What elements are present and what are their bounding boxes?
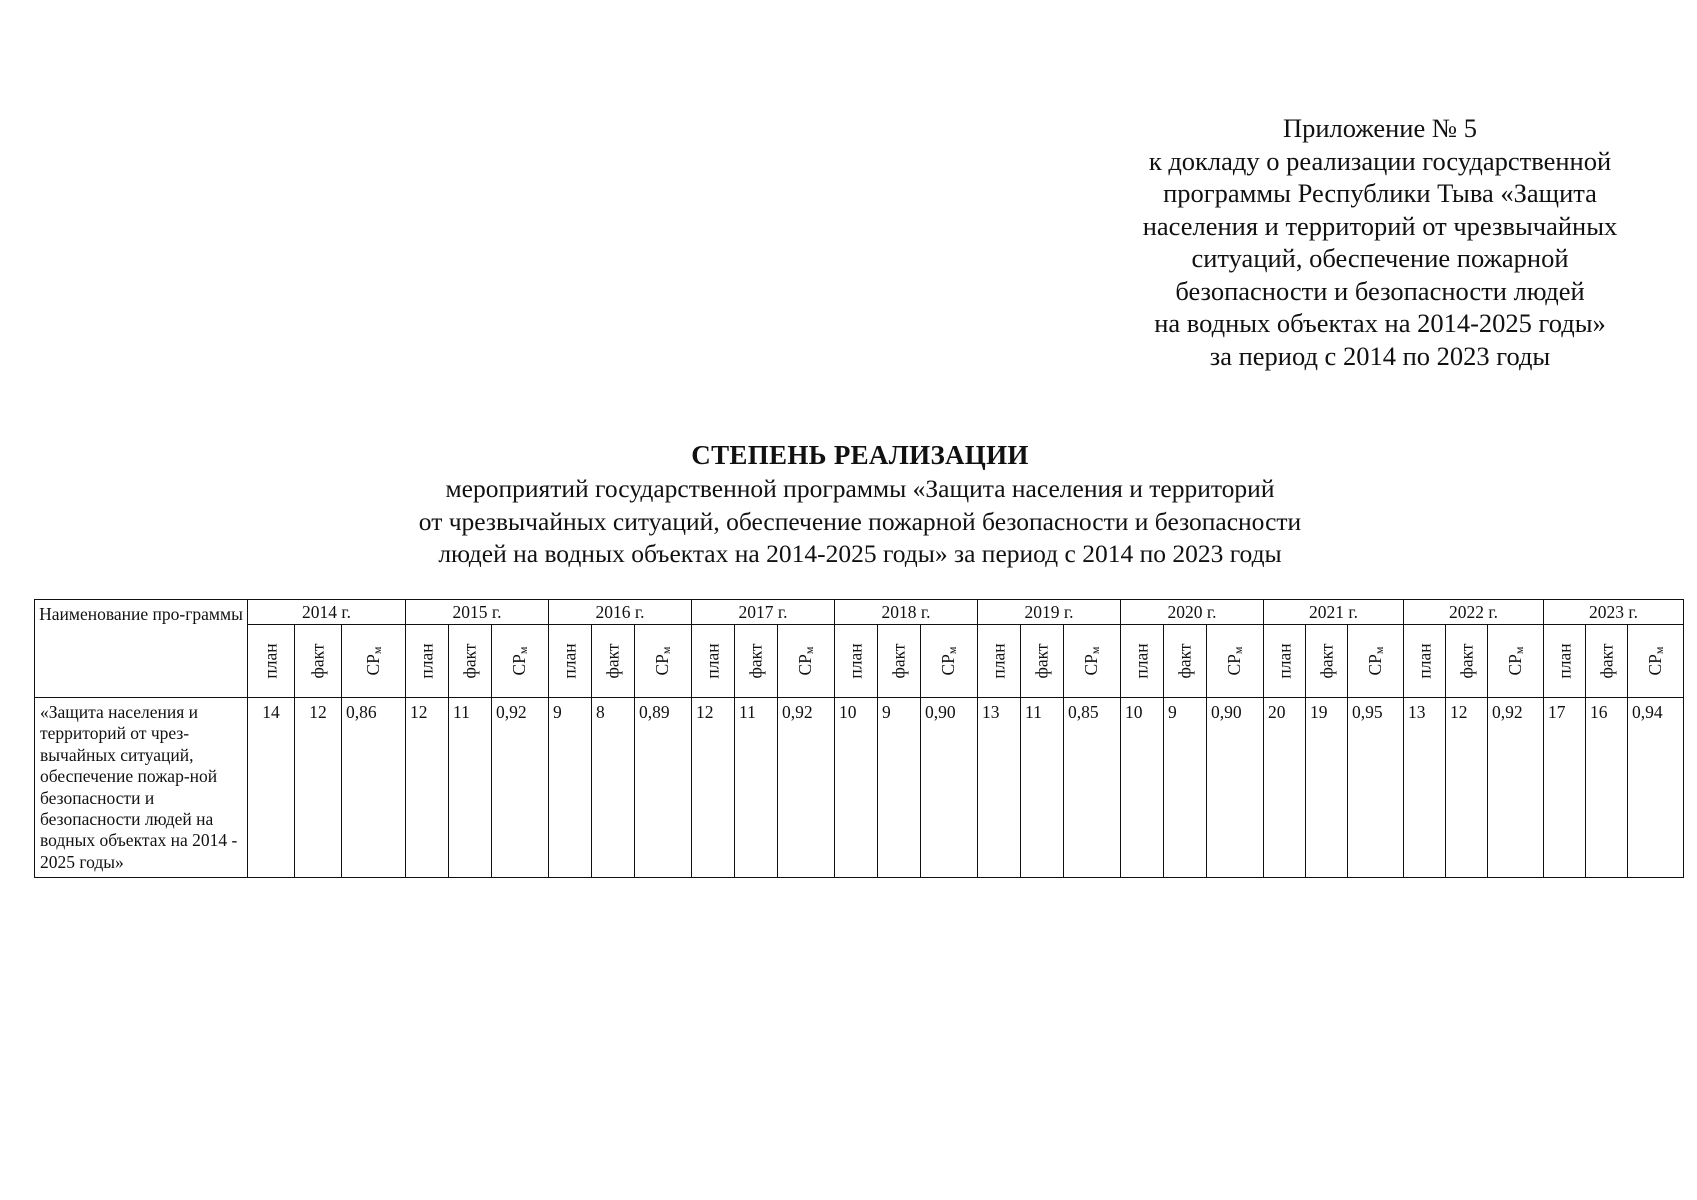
subheader-fact — [1306, 625, 1348, 698]
table-header-years — [35, 600, 1684, 625]
subheader-cr — [342, 625, 406, 698]
subheader-plan — [248, 625, 295, 698]
subheader-plan — [835, 625, 878, 698]
year-header: 2014 г. — [248, 600, 406, 625]
subheader-plan-label: план — [1274, 643, 1294, 679]
value-plan: 10 — [835, 698, 878, 878]
implementation-table — [34, 599, 1684, 878]
value-fact: 11 — [735, 698, 778, 878]
subheader-cr — [1628, 625, 1684, 698]
subheader-cr-subscript: м — [1088, 646, 1102, 655]
subheader-plan-label: план — [416, 643, 437, 679]
subheader-plan — [1544, 625, 1586, 698]
subheader-fact-label: факт — [1456, 643, 1476, 679]
subheader-cr — [1488, 625, 1544, 698]
subheader-plan-label: план — [559, 643, 580, 679]
subheader-plan — [406, 625, 449, 698]
subheader-cr-subscript: м — [1231, 646, 1245, 655]
value-cr: 0,95 — [1348, 698, 1404, 878]
subheader-fact-label: факт — [602, 643, 623, 679]
year-header: 2022 г. — [1404, 600, 1544, 625]
subheader-cr — [1207, 625, 1264, 698]
value-plan: 12 — [692, 698, 735, 878]
document-subtitle-line: людей на водных объектах на 2014-2025 годы» за период с 2014 по 2023 годы — [438, 539, 1282, 568]
subheader-plan — [692, 625, 735, 698]
year-header: 2021 г. — [1264, 600, 1404, 625]
year-header: 2016 г. — [549, 600, 692, 625]
value-cr: 0,86 — [342, 698, 406, 878]
subheader-fact-label: факт — [745, 643, 766, 679]
value-fact: 9 — [878, 698, 921, 878]
appendix-line: к докладу о реализации государственной — [1148, 145, 1612, 176]
subheader-cr — [1064, 625, 1121, 698]
subheader-plan-label: план — [1414, 643, 1434, 679]
value-cr: 0,85 — [1064, 698, 1121, 878]
subheader-fact — [592, 625, 635, 698]
value-fact: 12 — [295, 698, 342, 878]
subheader-cr-label: $СР_м$ — [1644, 646, 1666, 676]
value-fact: 11 — [1021, 698, 1064, 878]
subheader-plan-label: план — [1131, 643, 1152, 679]
value-fact: 12 — [1446, 698, 1488, 878]
value-plan: 12 — [406, 698, 449, 878]
subheader-cr-subscript: м — [945, 646, 959, 655]
subheader-fact-label: факт — [1596, 643, 1616, 679]
subheader-cr-subscript: м — [1371, 646, 1386, 655]
value-plan: 13 — [978, 698, 1021, 878]
year-header: 2017 г. — [692, 600, 835, 625]
column-header-program-name: Наименование про-граммы — [35, 600, 248, 698]
subheader-cr-label: $СР_м$ — [1224, 646, 1245, 676]
subheader-cr-subscript: м — [659, 646, 673, 655]
subheader-cr-label: $СР_м$ — [1364, 646, 1386, 676]
value-cr: 0,89 — [635, 698, 692, 878]
appendix-line: на водных объектах на 2014-2025 годы» — [1154, 308, 1606, 338]
subheader-plan — [549, 625, 592, 698]
subheader-cr-subscript: м — [802, 646, 816, 655]
subheader-cr-subscript: м — [369, 646, 384, 655]
table-header-subcolumns — [35, 625, 1684, 698]
year-header: 2020 г. — [1121, 600, 1264, 625]
subheader-plan-label: план — [1554, 643, 1574, 679]
subheader-plan — [1404, 625, 1446, 698]
subheader-plan-label: план — [260, 643, 281, 679]
value-plan: 20 — [1264, 698, 1306, 878]
value-fact: 11 — [449, 698, 492, 878]
subheader-cr — [778, 625, 835, 698]
document-subtitle-line: мероприятий государственной программы «Защита населения и территорий — [445, 474, 1275, 503]
appendix-line: населения и территорий от чрезвычайных — [1142, 210, 1618, 241]
value-plan: 13 — [1404, 698, 1446, 878]
value-cr: 0,90 — [1207, 698, 1264, 878]
subheader-fact-label: факт — [1174, 643, 1195, 679]
value-plan: 9 — [549, 698, 592, 878]
subheader-plan — [1121, 625, 1164, 698]
document-title: СТЕПЕНЬ РЕАЛИЗАЦИИ — [691, 440, 1029, 470]
subheader-cr-subscript: м — [516, 646, 530, 655]
subheader-plan-label: план — [988, 643, 1009, 679]
value-cr: 0,90 — [921, 698, 978, 878]
subheader-cr-label: $СР_м$ — [795, 646, 816, 676]
appendix-line: ситуаций, обеспечение пожарной — [1191, 243, 1569, 273]
subheader-plan-label: план — [702, 643, 723, 679]
subheader-fact-label: факт — [307, 643, 328, 679]
subheader-fact — [735, 625, 778, 698]
subheader-fact — [1021, 625, 1064, 698]
value-fact: 8 — [592, 698, 635, 878]
subheader-cr — [1348, 625, 1404, 698]
subheader-cr — [492, 625, 549, 698]
subheader-plan — [1264, 625, 1306, 698]
document-heading — [280, 437, 1440, 571]
subheader-cr-subscript: м — [1651, 646, 1666, 655]
value-cr: 0,92 — [778, 698, 835, 878]
year-header: 2019 г. — [978, 600, 1121, 625]
subheader-plan-label: план — [845, 643, 866, 679]
subheader-fact-label: факт — [1316, 643, 1336, 679]
value-cr: 0,92 — [1488, 698, 1544, 878]
year-header: 2015 г. — [406, 600, 549, 625]
appendix-line: за период с 2014 по 2023 годы — [1209, 340, 1551, 371]
subheader-cr-label: $СР_м$ — [938, 646, 959, 676]
value-fact: 19 — [1306, 698, 1348, 878]
appendix-line: безопасности и безопасности людей — [1175, 275, 1585, 306]
document-subtitle-line: от чрезвычайных ситуаций, обеспечение пожарной безопасности и безопасности — [418, 506, 1302, 536]
subheader-cr-subscript: м — [1511, 646, 1526, 655]
subheader-fact — [1446, 625, 1488, 698]
subheader-fact — [449, 625, 492, 698]
appendix-note — [1110, 112, 1650, 372]
subheader-fact — [878, 625, 921, 698]
appendix-line: программы Республики Тыва «Защита — [1163, 178, 1597, 208]
subheader-cr — [635, 625, 692, 698]
subheader-cr-label: $СР_м$ — [362, 646, 384, 676]
program-name-cell: «Защита населения и территорий от чрез-вычайных ситуаций, обеспечение пожар-ной безопасности и безопасности людей на водных объектах на 2014 - 2025 годы» — [35, 698, 248, 878]
table-row — [35, 698, 1684, 878]
appendix-line: Приложение № 5 — [1282, 113, 1477, 143]
subheader-fact-label: факт — [1031, 643, 1052, 679]
value-fact: 16 — [1586, 698, 1628, 878]
subheader-plan — [978, 625, 1021, 698]
subheader-fact-label: факт — [459, 643, 480, 679]
subheader-cr — [921, 625, 978, 698]
subheader-cr-label: $СР_м$ — [1081, 646, 1102, 676]
year-header: 2018 г. — [835, 600, 978, 625]
subheader-cr-label: $СР_м$ — [652, 646, 673, 676]
subheader-cr-label: $СР_м$ — [509, 646, 530, 676]
value-plan: 17 — [1544, 698, 1586, 878]
subheader-cr-label: $СР_м$ — [1504, 646, 1526, 676]
subheader-fact — [1164, 625, 1207, 698]
subheader-fact — [295, 625, 342, 698]
value-cr: 0,92 — [492, 698, 549, 878]
year-header: 2023 г. — [1544, 600, 1684, 625]
subheader-fact — [1586, 625, 1628, 698]
subheader-fact-label: факт — [888, 643, 909, 679]
value-plan: 10 — [1121, 698, 1164, 878]
value-fact: 9 — [1164, 698, 1207, 878]
value-cr: 0,94 — [1628, 698, 1684, 878]
value-plan: 14 — [248, 698, 295, 878]
